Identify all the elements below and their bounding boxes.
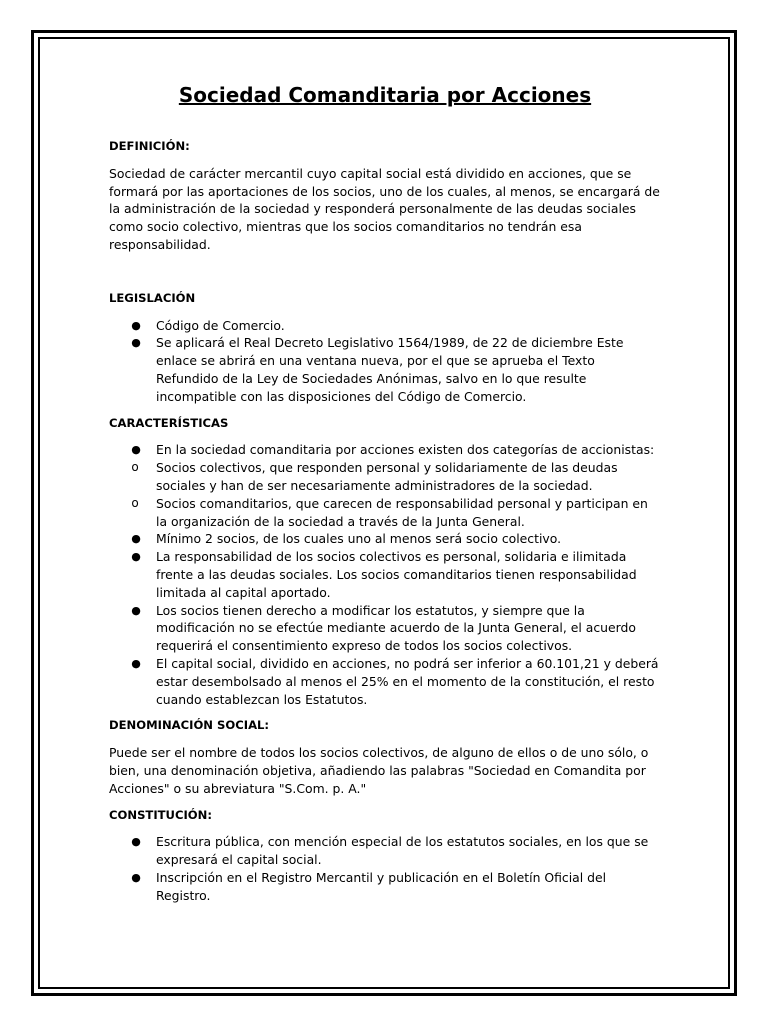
list-item: ● Escritura pública, con mención especial de los estatutos sociales, en los que se expresará el capital social. bbox=[131, 834, 649, 868]
document-title: Sociedad Comanditaria por Acciones bbox=[178, 83, 592, 107]
bullet-icon: ● bbox=[131, 870, 141, 884]
list-item: ● Se aplicará el Real Decreto Legislativo 1564/1989, de 22 de diciembre Este enlace se abrirá en una ventana nueva, por el que se aprueba el Texto Refundido de la Ley de Sociedades Anónimas, salvo en lo que resulte incompatible con las disposiciones del Código de Comercio. bbox=[131, 335, 624, 404]
document-body bbox=[109, 82, 661, 904]
constitucion-list bbox=[109, 833, 661, 904]
bullet-icon: ● bbox=[131, 532, 141, 546]
list-item: ● La responsabilidad de los socios colectivos es personal, solidaria e ilimitada frente a las deudas sociales. Los socios comanditarios tienen responsabilidad limitada al capital aportado. bbox=[131, 549, 637, 600]
bullet-icon: ● bbox=[131, 603, 141, 617]
list-item: ● El capital social, dividido en acciones, no podrá ser inferior a 60.101,21 y deberá estar desembolsado al menos el 25% en el momento de la constitución, el resto cuando establezcan los Estatutos. bbox=[131, 655, 659, 707]
list-item: o Socios comanditarios, que carecen de responsabilidad personal y participan en la organización de la sociedad a través de la Junta General. bbox=[109, 495, 661, 531]
list-item: o Socios colectivos, que responden personal y solidariamente de las deudas sociales y han de ser necesariamente administradores de la sociedad. bbox=[109, 459, 661, 495]
list-item: ● Inscripción en el Registro Mercantil y publicación en el Boletín Oficial del Registro. bbox=[131, 869, 607, 903]
circle-bullet-icon: o bbox=[131, 460, 139, 475]
bullet-icon: ● bbox=[131, 656, 141, 670]
list-item: ● En la sociedad comanditaria por acciones existen dos categorías de accionistas: bbox=[131, 442, 655, 458]
heading-caracteristicas: CARACTERÍSTICAS bbox=[109, 415, 229, 430]
bullet-icon: ● bbox=[131, 550, 141, 564]
circle-bullet-icon: o bbox=[131, 495, 139, 510]
heading-constitucion: CONSTITUCIÓN: bbox=[109, 807, 212, 822]
list-item: ● Los socios tienen derecho a modificar los estatutos, y siempre que la modificación no se efectúe mediante acuerdo de la Junta General, el acuerdo requerirá el consentimiento expreso de todos los socios colectivos. bbox=[131, 602, 636, 654]
caracteristicas-list bbox=[109, 441, 661, 708]
heading-denominacion: DENOMINACIÓN SOCIAL: bbox=[109, 718, 270, 733]
heading-definicion: DEFINICIÓN: bbox=[109, 139, 190, 153]
legislacion-list bbox=[109, 317, 661, 406]
bullet-icon: ● bbox=[131, 318, 141, 332]
heading-legislacion: LEGISLACIÓN bbox=[109, 290, 196, 305]
bullet-icon: ● bbox=[131, 835, 141, 849]
bullet-icon: ● bbox=[131, 443, 141, 457]
list-item: ● Código de Comercio. bbox=[131, 317, 285, 333]
definicion-text: Sociedad de carácter mercantil cuyo capital social está dividido en acciones, que se formará por las aportaciones de los socios, uno de los cuales, al menos, se encargará de la administración de la sociedad y responderá personalmente de las deudas sociales como socio colectivo, mientras que los socios comanditarios no tendrán esa responsabilidad. bbox=[109, 165, 660, 252]
bullet-icon: ● bbox=[131, 336, 141, 350]
list-item: ● Mínimo 2 socios, de los cuales uno al menos será socio colectivo. bbox=[131, 531, 562, 547]
denominacion-text: Puede ser el nombre de todos los socios colectivos, de alguno de ellos o de uno sólo, o bien, una denominación objetiva, añadiendo las palabras "Sociedad en Comandita por Acciones" o su abreviatura "S.Com. p. A." bbox=[109, 745, 649, 796]
